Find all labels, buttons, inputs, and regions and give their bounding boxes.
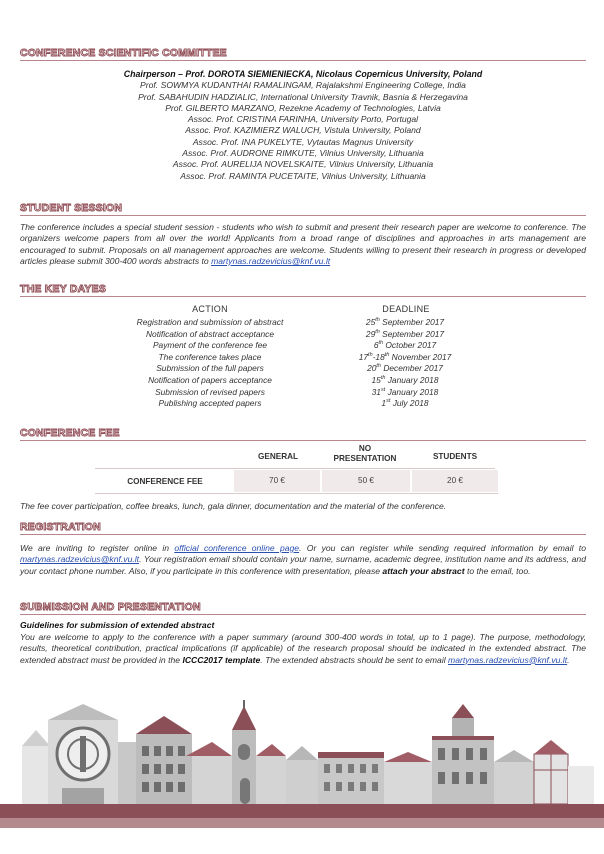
fee-general-value: 70 € [234, 470, 320, 492]
keydays-deadline: 31st January 2018 [371, 386, 439, 397]
fee-col-general: GENERAL [257, 452, 299, 461]
submission-email-link[interactable]: martynas.radzevicius@knf.vu.lt [448, 654, 568, 665]
submission-subheading: Guidelines for submission of extended abstract [20, 620, 215, 630]
keydays-action: Notification of abstract acceptance [145, 328, 275, 339]
keydays-heading: THE KEY DAYES [20, 280, 586, 297]
student-heading: STUDENT SESSION [20, 199, 586, 216]
fee-note: The fee cover participation, coffee breaks, lunch, gala dinner, documentation and the material of the conference. [20, 501, 447, 511]
committee-heading: CONFERENCE SCIENTIFIC COMMITTEE [20, 44, 586, 61]
keydays-col-deadline: DEADLINE [382, 304, 430, 314]
keydays-deadline: 6th October 2017 [373, 340, 437, 351]
submission-heading: SUBMISSION AND PRESENTATION [20, 598, 586, 615]
student-text: The conference includes a special student session - students who wish to submit and present their research paper are welcome to conference. The organizers welcome papers from all over the world! Applicants from a broad range of disciplines and approaches in arts management are encouraged to submit. Proposals on all management approaches are welcome. Students willing to present their research in progress or developed articles please submit 300-400 words abstracts to martynas.radzevicius@knf.vu.lt [20, 222, 586, 266]
registration-online-link[interactable]: official conference online page [174, 543, 300, 553]
committee-chair: Chairperson – Prof. DOROTA SIEMIENIECKA, Nicolaus Copernicus University, Poland [123, 69, 483, 79]
keydays-deadline: 20th December 2017 [367, 363, 443, 374]
fee-row-label: CONFERENCE FEE [127, 477, 203, 486]
keydays-deadline: 17th-18th November 2017 [358, 351, 452, 362]
keydays-action: Registration and submission of abstract [136, 317, 284, 327]
registration-heading: REGISTRATION [20, 518, 586, 535]
city-skyline-illustration [0, 700, 604, 854]
keydays-col-action: ACTION [192, 304, 228, 314]
keydays-action: Payment of the conference fee [152, 340, 268, 351]
registration-text: We are inviting to register online in official conference online page. Or you can register while sending required information by email to martynas.radzevicius@knf.vu.lt. Your registration email should contain your name, surname, academic degree, institution name and its address, and your contact phone number. Also, if you participate in this conference with presentation, please attach your abstract to the email, too. [20, 543, 586, 576]
committee-member: Assoc. Prof. AUDRONE RIMKUTE, Vilnius University, Lithuania [182, 148, 424, 159]
keydays-action: The conference takes place [158, 351, 262, 362]
keydays-action: Publishing accepted papers [158, 398, 262, 409]
committee-member: Assoc. Prof. KAZIMIERZ WALUCH, Vistula University, Poland [185, 125, 421, 136]
fee-heading: CONFERENCE FEE [20, 424, 586, 441]
fee-col-nopresentation: NO PRESENTATION [333, 444, 397, 463]
keydays-deadline: 25th September 2017 [365, 317, 445, 327]
fee-students-value: 20 € [412, 470, 498, 492]
registration-email-link[interactable]: martynas.radzevicius@knf.vu.lt [20, 554, 140, 565]
submission-text: You are welcome to apply to the conference with a paper summary (around 300-400 words in total, up to 1 page). The purpose, methodology, results, theoretical contribution, practical implications (if applicable) of the research proposal should be indicated in the extended abstract. The extended abstract must be provided in the ICCC2017 template. The extended abstracts should be sent to email martynas.radzevicius@knf.vu.lt. [20, 632, 586, 665]
committee-member: Assoc. Prof. INA PUKELYTE, Vytautas Magnus University [192, 136, 414, 147]
keydays-action: Submission of the full papers [156, 363, 264, 374]
committee-member: Prof. SABAHUDIN HADZIALIC, International University Travnik, Basnia & Herzegavina [138, 91, 468, 102]
committee-member: Assoc. Prof. AURELIJA NOVELSKAITE, Vilnius University, Lithuania [172, 159, 434, 170]
committee-member: Assoc. Prof. CRISTINA FARINHA, University Porto, Portugal [187, 114, 419, 125]
committee-member: Prof. SOWMYA KUDANTHAI RAMALINGAM, Rajalakshmi Engineering College, India [140, 80, 466, 91]
keydays-deadline: 29th September 2017 [365, 328, 445, 339]
keydays-action: Submission of revised papers [155, 386, 265, 397]
fee-rule [95, 493, 498, 494]
fee-rule [95, 468, 495, 469]
fee-nopres-value: 50 € [322, 470, 410, 492]
keydays-action: Notification of papers acceptance [148, 375, 272, 385]
student-email-link[interactable]: martynas.radzevicius@knf.vu.lt [211, 255, 331, 266]
fee-col-students: STUDENTS [432, 452, 478, 461]
committee-member: Assoc. Prof. RAMINTA PUCETAITE, Vilnius University, Lithuania [180, 170, 426, 181]
committee-list [20, 69, 586, 182]
keydays-deadline: 1st July 2018 [381, 398, 429, 409]
keydays-deadline: 15th January 2018 [371, 375, 439, 385]
committee-member: Prof. GILBERTO MARZANO, Rezekne Academy of Technologies, Latvia [165, 102, 441, 113]
